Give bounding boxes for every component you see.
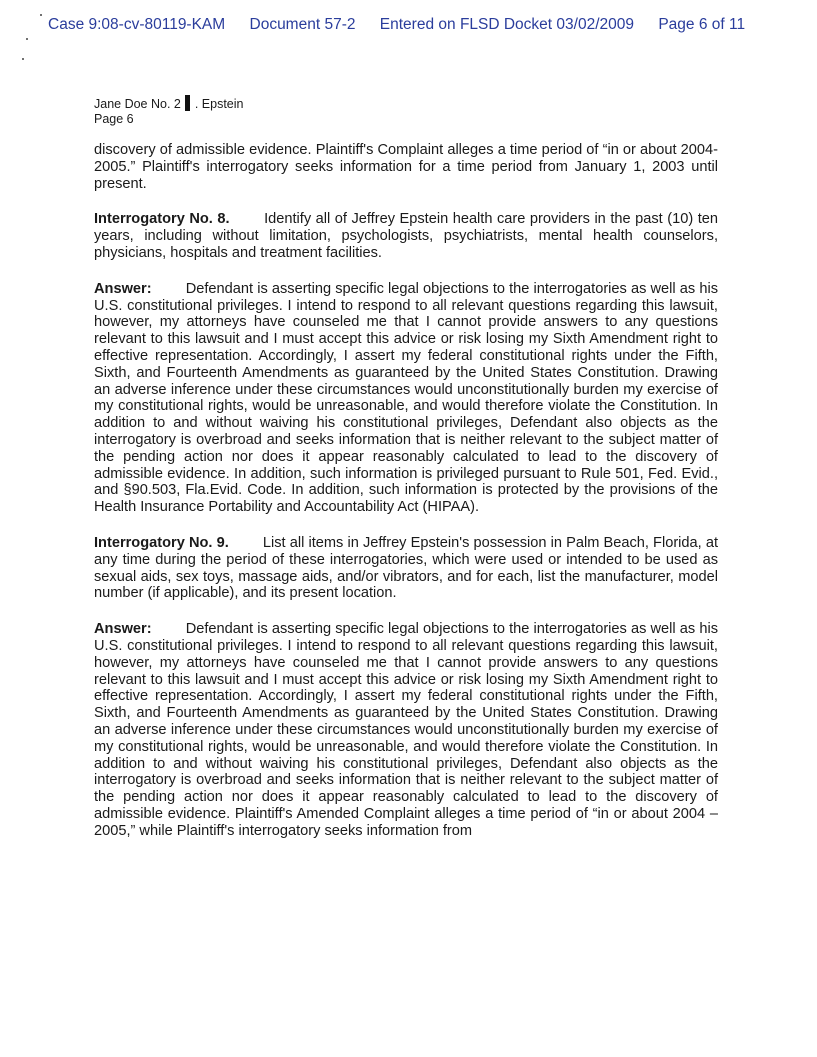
caption-page: Page 6 xyxy=(94,112,134,126)
scan-speck xyxy=(40,14,42,16)
answer-label: Answer: xyxy=(94,280,152,297)
running-caption xyxy=(94,95,243,127)
answer-label: Answer: xyxy=(94,621,152,638)
document-body xyxy=(94,142,718,858)
paragraph-text: Defendant is asserting specific legal objections to the interrogatories as well as his U.S. constitutional privileges. I intend to respond to all relevant questions regarding this lawsuit, however, my attorneys have counseled me that I cannot provide answers to any questions relevant to this lawsuit and I must accept this advice or risk losing my Sixth Amendment right to effective representation. Accordingly, I assert my federal constitutional rights under the Fifth, Sixth, and Fourteenth Amendments as guaranteed by the United States Constitution. Drawing an adverse inference under these circumstances would unconstitutionally burden my exercise of my constitutional rights, would be unreasonable, and would therefore violate the Constitution. In addition to and without waiving his constitutional privileges, Defendant also objects as the interrogatory is overbroad and seeks information that is neither relevant to the subject matter of the pending action nor does it appear reasonably calculated to lead to the discovery of admissible evidence. In addition, such information is privileged pursuant to Rule 501, Fed. Evid., and §90.503, Fla.Evid. Code. In addition, such information is protected by the provisions of the Health Insurance Portability and Accountability Act (HIPAA). xyxy=(94,280,718,516)
scan-speck xyxy=(26,38,28,40)
caption-defendant: . Epstein xyxy=(194,97,244,111)
paragraph-text: Identify all of Jeffrey Epstein health care providers in the past (10) ten years, including without limitation, psychologists, psychiatrists, mental health counselors, physicians, hospitals and treatment facilities. xyxy=(94,211,718,261)
scan-speck xyxy=(22,58,24,60)
case-number: Case 9:08-cv-80119-KAM xyxy=(48,16,226,33)
paragraph-text: List all items in Jeffrey Epstein's possession in Palm Beach, Florida, at any time during the period of these interrogatories, which were used or intended to be used as sexual aids, sex toys, massage aids, and/or vibrators, and for each, list the manufacturer, model number (if applicable), and its present location. xyxy=(94,534,719,602)
interrogatory-label: Interrogatory No. 9. xyxy=(94,534,229,551)
docket-entry-date: Entered on FLSD Docket 03/02/2009 xyxy=(379,16,634,33)
interrogatory-label: Interrogatory No. 8. xyxy=(94,211,230,228)
caption-plaintiff: Jane Doe No. 2 xyxy=(94,97,181,111)
paragraph xyxy=(94,621,718,839)
paragraph-text: Defendant is asserting specific legal objections to the interrogatories as well as his U.S. constitutional privileges. I intend to respond to all relevant questions regarding this lawsuit, however, my attorneys have counseled me that I cannot provide answers to any questions relevant to this lawsuit and I must accept this advice or risk losing my Sixth Amendment right to effective representation. Accordingly, I assert my federal constitutional rights under the Fifth, Sixth, and Fourteenth Amendments as guaranteed by the United States Constitution. Drawing an adverse inference under these circumstances would unconstitutionally burden my exercise of my constitutional rights, would be unreasonable, and would therefore violate the Constitution. In addition to and without waiving his constitutional privileges, Defendant also objects as the interrogatory is overbroad and seeks information that is neither relevant to the subject matter of the pending action nor does it appear reasonably calculated to lead to the discovery of admissible evidence. Plaintiff's Amended Complaint alleges a time period of “in or about 2004 – 2005,” while Plaintiff's interrogatory seeks information from xyxy=(94,621,718,839)
page-count: Page 6 of 11 xyxy=(658,16,746,33)
paragraph xyxy=(94,281,718,516)
document-number: Document 57-2 xyxy=(249,16,356,33)
paragraph xyxy=(94,535,718,602)
docket-header xyxy=(48,16,768,34)
paragraph xyxy=(94,211,718,261)
redaction-mark xyxy=(185,95,190,111)
paragraph xyxy=(94,142,718,192)
paragraph-text: discovery of admissible evidence. Plaintiff's Complaint alleges a time period of “in or about 2004-2005.” Plaintiff's interrogatory seeks information for a time period from January 1, 2003 until present. xyxy=(94,142,718,192)
case-caption xyxy=(94,95,243,112)
